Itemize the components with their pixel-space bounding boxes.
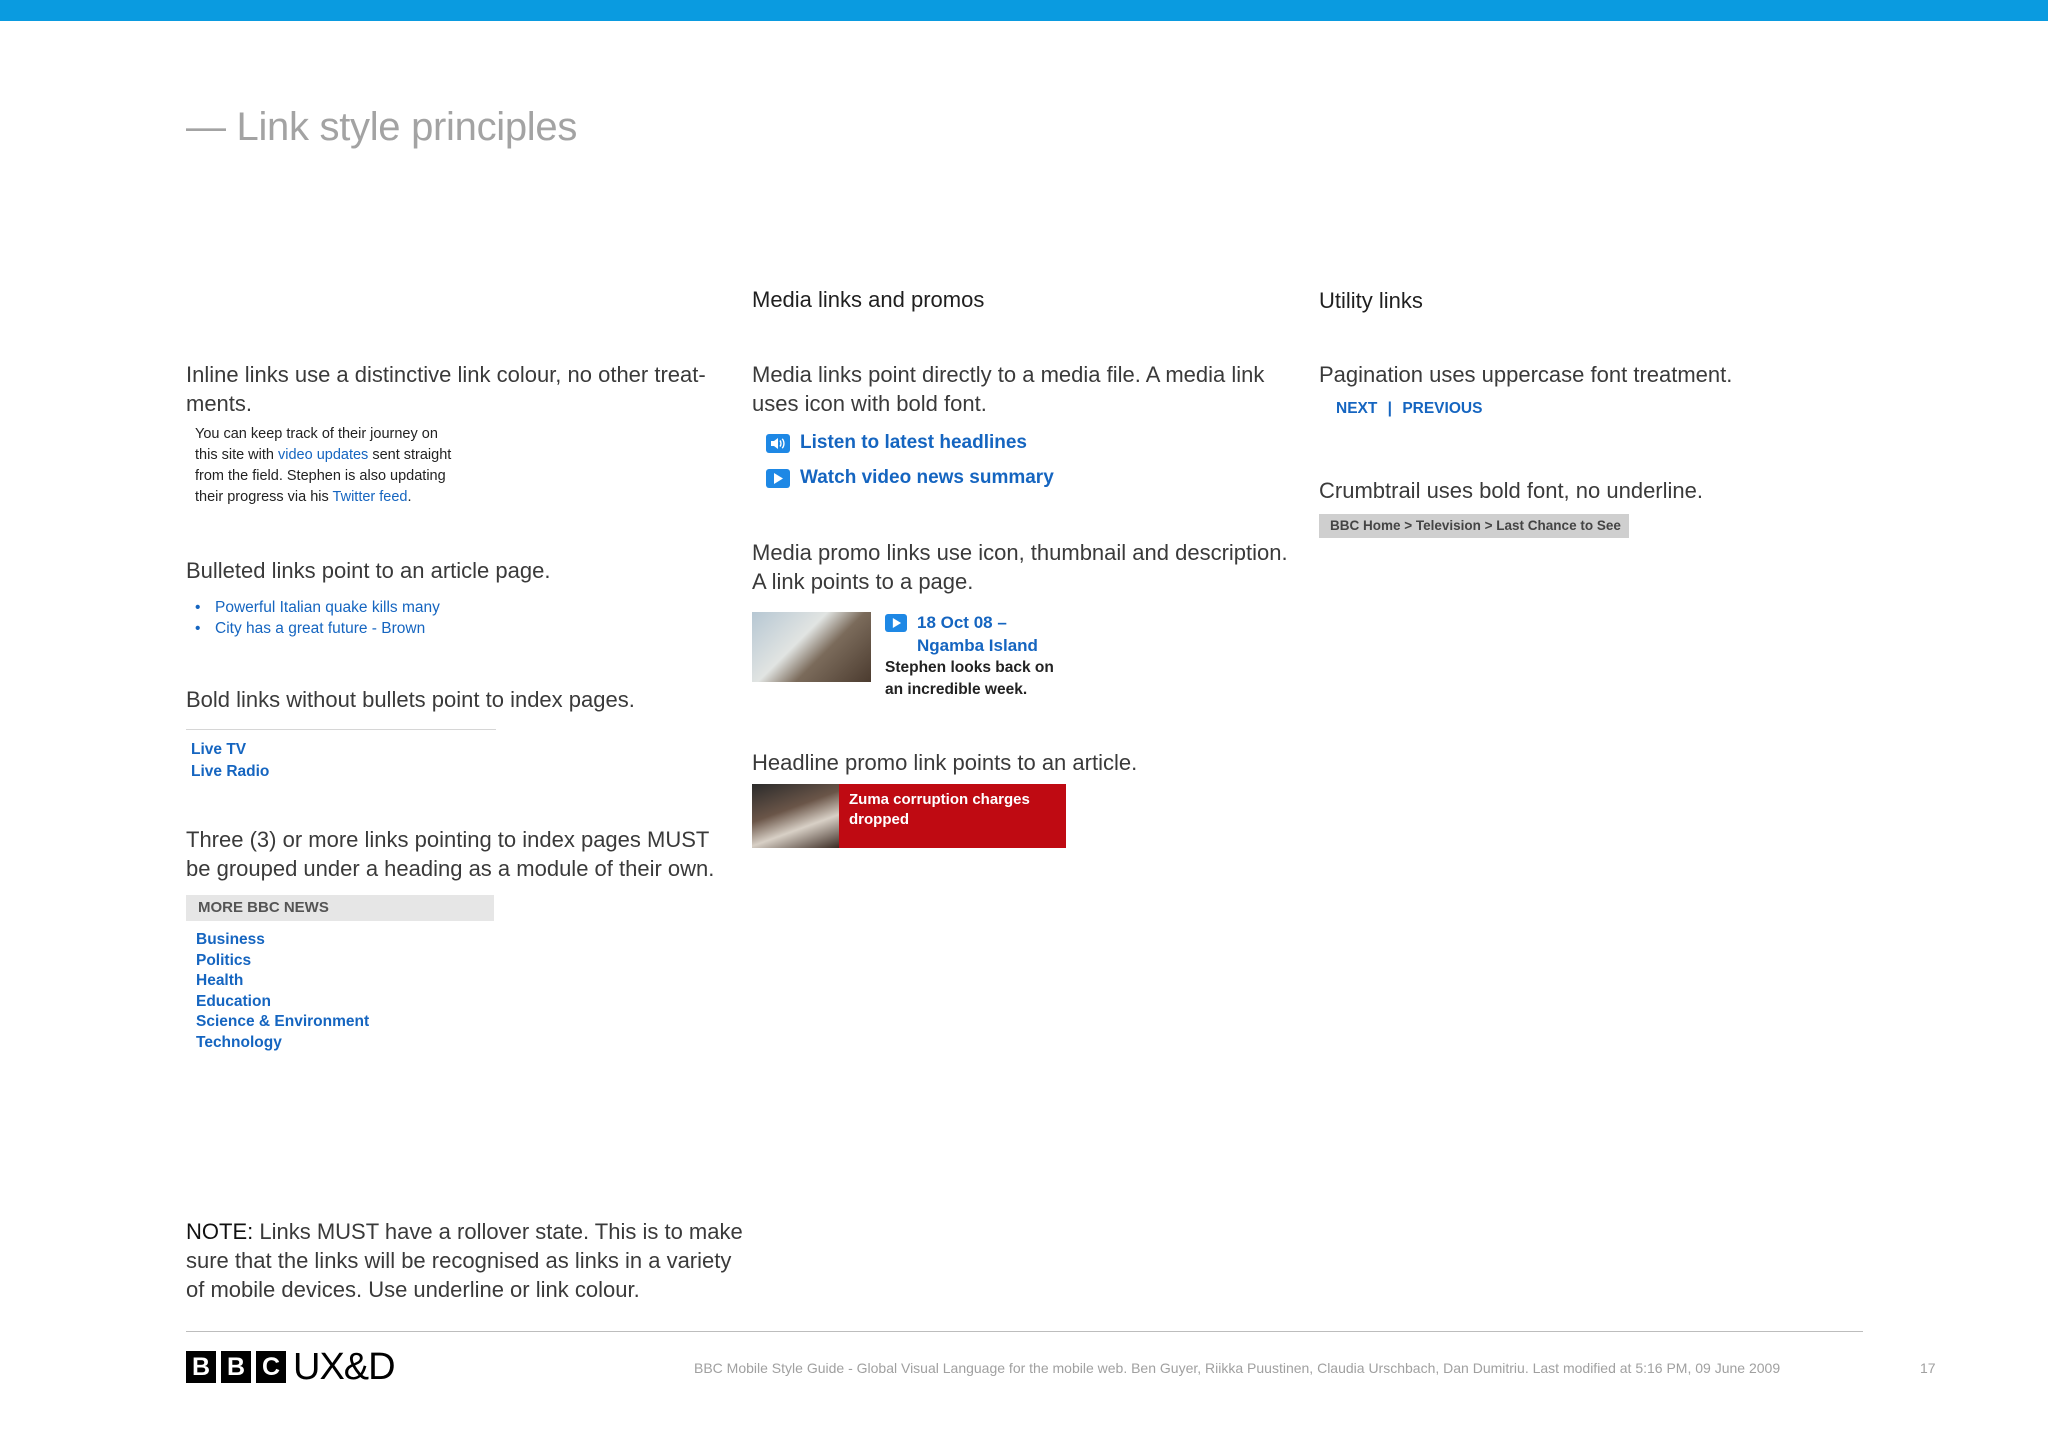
bold-links-list — [191, 739, 269, 783]
next-link[interactable]: NEXT — [1336, 400, 1378, 417]
crumbtrail-description: Crumbtrail uses bold font, no underline. — [1319, 478, 1703, 503]
bullet-link[interactable]: • Powerful Italian quake kills many — [195, 599, 440, 616]
watch-video-link[interactable]: Watch video news summary — [766, 467, 1054, 489]
module-link-technology[interactable]: Technology — [196, 1033, 282, 1051]
headline-line: dropped — [849, 811, 909, 828]
utility-column-heading: Utility links — [1319, 288, 1423, 313]
pagination-separator: | — [1387, 400, 1392, 417]
rollover-note — [186, 1217, 746, 1304]
media-promo-thumbnail[interactable] — [752, 612, 871, 682]
module-link-politics[interactable]: Politics — [196, 951, 252, 969]
headline-promo-thumbnail — [752, 784, 839, 848]
sample-line: You can keep track of their journey on — [195, 426, 438, 442]
pagination — [1336, 400, 1482, 418]
video-icon — [885, 614, 907, 632]
logo-letter: C — [256, 1351, 286, 1383]
bullet-link[interactable]: • City has a great future - Brown — [195, 620, 426, 637]
bbc-uxd-logo — [186, 1346, 395, 1388]
divider — [186, 729, 496, 730]
module-link-business[interactable]: Business — [196, 931, 265, 948]
media-promo-description: Media promo links use icon, thumbnail and description. A link points to a page. — [752, 540, 1288, 594]
headline-promo-link[interactable] — [752, 784, 1066, 848]
media-links-description: Media links point directly to a media file. A media link uses icon with bold font. — [752, 362, 1265, 416]
bold-links-description: Bold links without bullets point to index pages. — [186, 687, 635, 712]
module-links-list — [196, 930, 369, 1053]
bullet-icon: • — [195, 599, 201, 616]
page-number: 17 — [1920, 1360, 1936, 1376]
bulleted-links-list — [195, 597, 440, 639]
breadcrumb[interactable]: BBC Home > Television > Last Chance to See — [1319, 514, 1629, 538]
promo-desc-line: Stephen looks back on — [885, 659, 1054, 676]
logo-letter: B — [221, 1351, 251, 1383]
module-link-health[interactable]: Health — [196, 972, 244, 989]
video-updates-link[interactable]: video updates — [278, 447, 369, 463]
top-accent-bar — [0, 0, 2048, 21]
grouped-links-description: Three (3) or more links pointing to index pages MUST be grouped under a heading as a module of their own. — [186, 827, 715, 881]
listen-headlines-link[interactable]: Listen to latest headlines — [766, 432, 1027, 454]
inline-links-description: Inline links use a distinctive link colour, no other treat- ments. — [186, 362, 706, 416]
inline-links-sample — [195, 424, 535, 508]
promo-date: 18 Oct 08 – — [917, 613, 1007, 632]
logo-suffix: UX&D — [293, 1346, 395, 1388]
video-icon — [766, 469, 790, 488]
bullet-icon: • — [195, 620, 201, 637]
sample-line: from the field. Stephen is also updating — [195, 468, 446, 484]
note-label: NOTE: — [186, 1219, 254, 1244]
pagination-description: Pagination uses uppercase font treatment. — [1319, 362, 1733, 387]
promo-place: Ngamba Island — [917, 636, 1038, 655]
media-column-heading: Media links and promos — [752, 287, 985, 312]
footer-credits: BBC Mobile Style Guide - Global Visual Language for the mobile web. Ben Guyer, Riikka Puustinen, Claudia Urschbach, Dan Dumitriu. Last modified at 5:16 PM, 09 June 2009 — [694, 1360, 1781, 1376]
sample-line: their progress via his Twitter feed. — [195, 489, 412, 505]
headline-line: Zuma corruption charges — [849, 791, 1030, 808]
audio-icon — [766, 434, 790, 453]
index-link-live-tv[interactable]: Live TV — [191, 741, 247, 758]
module-link-education[interactable]: Education — [196, 992, 271, 1010]
media-promo-link[interactable] — [885, 611, 1054, 701]
previous-link[interactable]: PREVIOUS — [1402, 400, 1483, 417]
footer-divider — [186, 1331, 1863, 1332]
twitter-feed-link[interactable]: Twitter feed — [332, 489, 408, 505]
module-link-science[interactable]: Science & Environment — [196, 1013, 370, 1030]
promo-desc-line: an incredible week. — [885, 681, 1028, 698]
note-text: Links MUST have a rollover state. This is to make sure that the links will be recognised as links in a variety of mobile devices. Use underline or link colour. — [186, 1219, 743, 1302]
headline-promo-description: Headline promo link points to an article. — [752, 750, 1138, 775]
sample-line: this site with video updates sent straight — [195, 447, 452, 463]
bulleted-links-description: Bulleted links point to an article page. — [186, 558, 551, 583]
logo-letter: B — [186, 1351, 216, 1383]
page-title: — Link style principles — [186, 105, 578, 149]
index-link-live-radio[interactable]: Live Radio — [191, 763, 270, 780]
module-heading: MORE BBC NEWS — [186, 895, 494, 921]
